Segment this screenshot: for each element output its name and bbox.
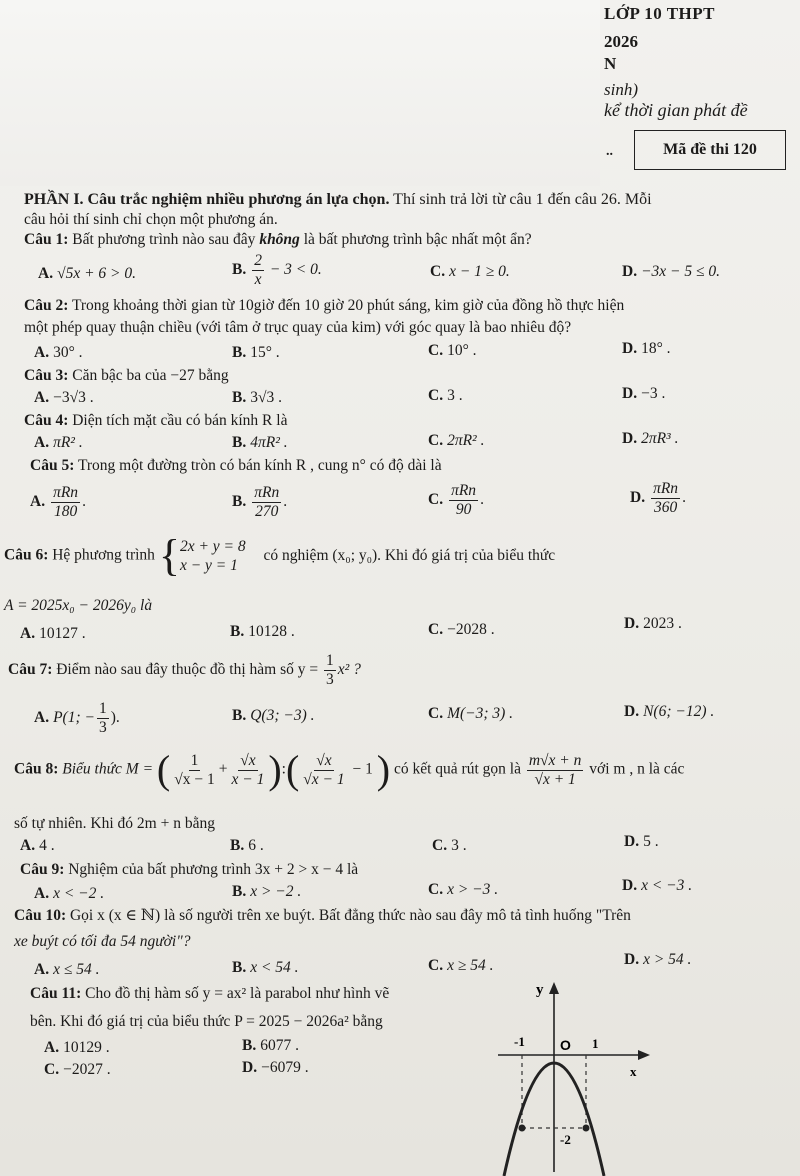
q8-option-b[interactable]: B. 6 .	[230, 837, 264, 854]
tick-neg2: -2	[560, 1132, 571, 1147]
q1-option-b[interactable]: B. $\frac{2}{x}$ − 3 < 0.	[232, 252, 322, 288]
exam-code-box: Mã đề thi 120	[634, 130, 786, 170]
q8-option-a[interactable]: A. 4 .	[20, 837, 55, 854]
q6-option-c[interactable]: C. −2028 .	[428, 621, 495, 638]
q3-option-c[interactable]: C. 3 .	[428, 387, 463, 404]
q5-option-b[interactable]: B. $\frac{\text{πRn}}{270}$ .	[232, 484, 288, 520]
tick-neg1: -1	[514, 1034, 525, 1049]
blank-header-area	[0, 0, 600, 186]
header-year: 2026	[604, 32, 638, 51]
question-11-line2: bên. Khi đó giá trị của biểu thức P = 2025 − 2026a² bằng	[30, 1013, 383, 1030]
q3-option-b[interactable]: B. 3√3 .	[232, 389, 282, 406]
q1-option-c[interactable]: C. x − 1 ≥ 0.	[430, 263, 510, 280]
q5-option-d[interactable]: D. $\frac{\text{πRn}}{360}$ .	[630, 480, 686, 516]
question-6-line2: A = 2025x₀ − 2026y₀ là	[4, 597, 153, 614]
question-8: Câu 8: Biểu thức M = ( $\frac{1}{√x - 1}$ + $\frac{√x}{x - 1}$ ):( $\frac{√x}{√x - 1}$ − 1 ) có kết quả rút gọn là $\frac{m√x + n}{√x + 1}$ với m , n là các	[14, 747, 685, 792]
q10-option-d[interactable]: D. x > 54 .	[624, 951, 692, 968]
question-10-line2: xe buýt có tối đa 54 người"?	[14, 933, 191, 950]
q5-option-a[interactable]: A. $\frac{\text{πRn}}{180}$ .	[30, 484, 86, 520]
question-5: Câu 5: Trong một đường tròn có bán kính R , cung n° có độ dài là	[30, 457, 442, 474]
part1-heading: PHẦN I. Câu trắc nghiệm nhiều phương án lựa chọn. Thí sinh trả lời từ câu 1 đến câu 26. Mỗi	[24, 191, 652, 208]
q2-option-a[interactable]: A. 30° .	[34, 344, 83, 361]
question-6: Câu 6: Hệ phương trình { 2x + y = 8 x − y = 1 có nghiệm (x₀; y₀). Khi đó giá trị của biểu thức	[4, 531, 556, 580]
q7-option-b[interactable]: B. Q(3; −3) .	[232, 707, 315, 724]
q9-option-a[interactable]: A. x < −2 .	[34, 885, 105, 902]
point-neg1-neg2	[519, 1125, 526, 1132]
q3-option-a[interactable]: A. −3√3 .	[34, 389, 94, 406]
question-9: Câu 9: Nghiệm của bất phương trình 3x + 2 > x − 4 là	[20, 861, 359, 878]
q11-option-c[interactable]: C. −2027 .	[44, 1061, 111, 1078]
question-4: Câu 4: Diện tích mặt cầu có bán kính R là	[24, 412, 288, 429]
q1-option-a[interactable]: A. √5x + 6 > 0.	[38, 265, 137, 282]
question-8-line2: số tự nhiên. Khi đó 2m + n bằng	[14, 815, 215, 832]
origin-label: O	[560, 1037, 571, 1053]
equation-system: 2x + y = 8 x − y = 1	[179, 537, 246, 574]
q11-option-a[interactable]: A. 10129 .	[44, 1039, 110, 1056]
header-time-note: kể thời gian phát đề	[604, 100, 748, 120]
q2-option-d[interactable]: D. 18° .	[622, 340, 671, 357]
q4-option-c[interactable]: C. 2πR² .	[428, 432, 485, 449]
question-7: Câu 7: Điểm nào sau đây thuộc đồ thị hàm số y = $\frac{1}{3}$ x² ?	[8, 652, 361, 688]
q8-option-c[interactable]: C. 3 .	[432, 837, 467, 854]
q4-option-b[interactable]: B. 4πR² .	[232, 434, 288, 451]
q11-option-b[interactable]: B. 6077 .	[242, 1037, 299, 1054]
question-2-line2: một phép quay thuận chiều (với tâm ở trục quay của kim) với góc quay là bao nhiêu độ?	[24, 319, 572, 336]
header-dots: ..	[606, 144, 613, 159]
parabola-graph	[492, 980, 652, 1176]
q10-option-a[interactable]: A. x ≤ 54 .	[34, 961, 100, 978]
q2-option-b[interactable]: B. 15° .	[232, 344, 280, 361]
q9-option-b[interactable]: B. x > −2 .	[232, 883, 302, 900]
x-axis-label: x	[630, 1064, 637, 1079]
q4-option-d[interactable]: D. 2πR³ .	[622, 430, 679, 447]
question-2: Câu 2: Trong khoảng thời gian từ 10giờ đến 10 giờ 20 phút sáng, kim giờ của đồng hồ thực hiện	[24, 297, 625, 314]
q9-option-c[interactable]: C. x > −3 .	[428, 881, 499, 898]
point-pos1-neg2	[583, 1125, 590, 1132]
q10-option-b[interactable]: B. x < 54 .	[232, 959, 299, 976]
q4-option-a[interactable]: A. πR² .	[34, 434, 83, 451]
q6-option-b[interactable]: B. 10128 .	[230, 623, 295, 640]
q7-option-c[interactable]: C. M(−3; 3) .	[428, 705, 514, 722]
y-axis-label: y	[536, 982, 544, 998]
part1-instruction: câu hỏi thí sinh chỉ chọn một phương án.	[24, 211, 278, 228]
q10-option-c[interactable]: C. x ≥ 54 .	[428, 957, 494, 974]
q7-option-a[interactable]: A. P(1; − $\frac{1}{3}$ ).	[34, 700, 120, 736]
header-fragment: N	[604, 54, 617, 73]
tick-pos1: 1	[592, 1036, 599, 1051]
x-axis-arrow	[638, 1050, 650, 1060]
q6-option-a[interactable]: A. 10127 .	[20, 625, 86, 642]
q2-option-c[interactable]: C. 10° .	[428, 342, 477, 359]
q1-option-d[interactable]: D. −3x − 5 ≤ 0.	[622, 263, 721, 280]
header-grade: LỚP 10 THPT	[604, 4, 715, 23]
question-10: Câu 10: Gọi x (x ∈ ℕ) là số người trên xe buýt. Bất đẳng thức nào sau đây mô tả tình huống "Trên	[14, 907, 631, 924]
q3-option-d[interactable]: D. −3 .	[622, 385, 666, 402]
q9-option-d[interactable]: D. x < −3 .	[622, 877, 693, 894]
q5-option-c[interactable]: C. $\frac{\text{πRn}}{90}$ .	[428, 482, 484, 518]
system-brace: {	[158, 531, 180, 580]
question-1: Câu 1: Bất phương trình nào sau đây không là bất phương trình bậc nhất một ẩn?	[24, 231, 532, 248]
q8-option-d[interactable]: D. 5 .	[624, 833, 659, 850]
y-axis-arrow	[549, 982, 559, 994]
q11-option-d[interactable]: D. −6079 .	[242, 1059, 309, 1076]
exam-header	[604, 4, 800, 121]
question-11: Câu 11: Cho đồ thị hàm số y = ax² là parabol như hình vẽ	[30, 985, 390, 1002]
q7-option-d[interactable]: D. N(6; −12) .	[624, 703, 715, 720]
q6-option-d[interactable]: D. 2023 .	[624, 615, 682, 632]
header-fragment-2: sinh)	[604, 80, 638, 99]
question-3: Câu 3: Căn bậc ba của −27 bằng	[24, 367, 229, 384]
